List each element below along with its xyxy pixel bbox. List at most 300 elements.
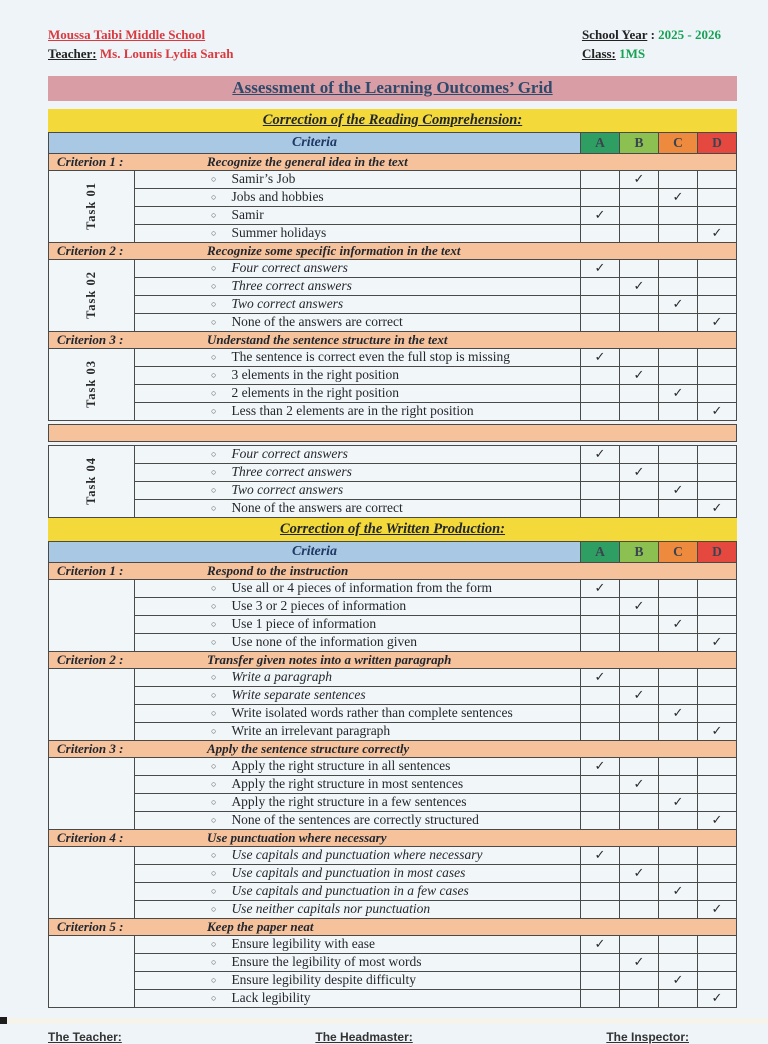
descriptor-row [135, 723, 580, 740]
criterion-label: Criterion 3 : [57, 331, 124, 347]
grade-cell-C [659, 464, 697, 481]
descriptor-row [135, 446, 580, 463]
criterion-row-1-1 [48, 153, 737, 171]
criterion-group-2-2 [48, 668, 737, 741]
assessment-table-2 [48, 541, 737, 1008]
grade-cell-B [620, 225, 658, 242]
descriptor-text: None of the sentences are correctly structured [231, 812, 479, 828]
header-right [582, 26, 721, 64]
grade-cell-B [620, 847, 658, 864]
grade-cell-A [581, 705, 619, 722]
bullet-circle-icon: ○ [211, 406, 217, 417]
grade-cell-A [581, 385, 619, 402]
grade-cell-C [659, 634, 697, 651]
bullet-circle-icon: ○ [211, 886, 217, 897]
task-label-cell [49, 936, 134, 1007]
teacher-signature-label: The Teacher: [48, 1029, 122, 1044]
descriptor-row [135, 883, 580, 900]
grade-cell-B [620, 634, 658, 651]
bullet-circle-icon: ○ [211, 174, 217, 185]
descriptor-row [135, 464, 580, 481]
school-year-value: 2025 - 2026 [658, 27, 721, 42]
grade-cell-A-checked: ✓ [581, 847, 619, 864]
descriptor-text: Use capitals and punctuation in most cases [231, 865, 466, 881]
grade-cell-B [620, 482, 658, 499]
grade-header-D: D [698, 542, 736, 562]
descriptor-row [135, 598, 580, 615]
descriptor-row [135, 189, 580, 206]
bullet-circle-icon: ○ [211, 690, 217, 701]
descriptor-row [135, 972, 580, 989]
grade-cell-C-checked: ✓ [659, 883, 697, 900]
descriptor-text: Samir’s Job [231, 171, 296, 187]
grade-cell-C [659, 847, 697, 864]
grade-cell-B [620, 794, 658, 811]
criterion-group-1-1 [48, 170, 737, 243]
grade-cell-C [659, 278, 697, 295]
grade-cell-C [659, 260, 697, 277]
grade-cell-D [698, 847, 736, 864]
bullet-circle-icon: ○ [211, 210, 217, 221]
assessment-table-1 [48, 132, 737, 518]
criterion-label: Criterion 1 : [57, 562, 124, 578]
bullet-circle-icon: ○ [211, 228, 217, 239]
school-year-sep: : [647, 27, 659, 42]
grade-cell-D-checked: ✓ [698, 990, 736, 1007]
grade-cell-D [698, 207, 736, 224]
section-banner-2 [48, 518, 737, 541]
descriptor-text: Three correct answers [231, 464, 352, 480]
grade-cell-C [659, 901, 697, 918]
bullet-circle-icon: ○ [211, 708, 217, 719]
grade-cell-A-checked: ✓ [581, 669, 619, 686]
grade-cell-A [581, 634, 619, 651]
descriptor-text: Two correct answers [231, 296, 344, 312]
criteria-header-cell: Criteria [49, 133, 580, 153]
descriptor-row [135, 776, 580, 793]
grade-cell-D-checked: ✓ [698, 901, 736, 918]
grade-cell-C [659, 936, 697, 953]
class-line [582, 45, 721, 64]
descriptor-text: Summer holidays [231, 225, 327, 241]
table-header-row [48, 132, 737, 154]
grade-cell-A-checked: ✓ [581, 580, 619, 597]
bullet-circle-icon: ○ [211, 352, 217, 363]
descriptor-text: Jobs and hobbies [231, 189, 324, 205]
table-header-row [48, 541, 737, 563]
bullet-circle-icon: ○ [211, 370, 217, 381]
criterion-row-2-1 [48, 562, 737, 580]
task-label-cell [49, 580, 134, 651]
bullet-circle-icon: ○ [211, 503, 217, 514]
descriptor-row [135, 500, 580, 517]
criterion-label: Criterion 4 : [57, 829, 124, 845]
section-banner-1 [48, 109, 737, 132]
grade-cell-D [698, 464, 736, 481]
grade-cell-B [620, 446, 658, 463]
bullet-circle-icon: ○ [211, 975, 217, 986]
grade-cell-A [581, 225, 619, 242]
descriptor-text: Use all or 4 pieces of information from the form [231, 580, 492, 596]
bullet-circle-icon: ○ [211, 672, 217, 683]
bullet-circle-icon: ○ [211, 726, 217, 737]
header-left [48, 26, 234, 64]
criterion-group-1-2 [48, 259, 737, 332]
grade-cell-C [659, 776, 697, 793]
grade-cell-C [659, 990, 697, 1007]
descriptor-row [135, 669, 580, 686]
bullet-circle-icon: ○ [211, 993, 217, 1004]
grade-cell-D-checked: ✓ [698, 500, 736, 517]
criterion-text: Respond to the instruction [207, 562, 349, 578]
grade-cell-C [659, 349, 697, 366]
grade-cell-D [698, 482, 736, 499]
grade-cell-B [620, 758, 658, 775]
descriptor-text: The sentence is correct even the full stop is missing [231, 349, 510, 365]
task-label-cell [49, 669, 134, 740]
grade-cell-A [581, 403, 619, 420]
grade-cell-C [659, 207, 697, 224]
grade-cell-B-checked: ✓ [620, 687, 658, 704]
grade-cell-B [620, 616, 658, 633]
bullet-circle-icon: ○ [211, 761, 217, 772]
criterion-label: Criterion 3 : [57, 740, 124, 756]
grade-cell-D [698, 349, 736, 366]
grade-cell-A [581, 598, 619, 615]
grade-cell-D [698, 296, 736, 313]
criterion-row-1-2 [48, 242, 737, 260]
signature-footer [48, 1030, 737, 1044]
grade-cell-B [620, 936, 658, 953]
bullet-circle-icon: ○ [211, 637, 217, 648]
descriptor-text: Apply the right structure in all sentences [231, 758, 451, 774]
teacher-label: Teacher: [48, 45, 97, 61]
grade-cell-C [659, 580, 697, 597]
title-banner [48, 76, 737, 101]
criteria-header-cell: Criteria [49, 542, 580, 562]
grade-cell-D [698, 278, 736, 295]
descriptor-row [135, 260, 580, 277]
grade-cell-A [581, 776, 619, 793]
grade-cell-D [698, 385, 736, 402]
grade-cell-C-checked: ✓ [659, 482, 697, 499]
grade-cell-C [659, 812, 697, 829]
descriptor-text: Write isolated words rather than complete sentences [231, 705, 513, 721]
grade-cell-A [581, 901, 619, 918]
criterion-text: Use punctuation where necessary [207, 829, 387, 845]
bullet-circle-icon: ○ [211, 192, 217, 203]
grade-cell-C [659, 314, 697, 331]
headmaster-signature-label: The Headmaster: [315, 1029, 413, 1044]
task-label-cell [49, 260, 134, 331]
bullet-circle-icon: ○ [211, 850, 217, 861]
grade-cell-B [620, 669, 658, 686]
grade-cell-D [698, 794, 736, 811]
grade-cell-A [581, 723, 619, 740]
grade-cell-B [620, 901, 658, 918]
criterion-row-2-5 [48, 918, 737, 936]
grade-cell-B [620, 260, 658, 277]
grade-cell-B [620, 296, 658, 313]
grade-cell-A-checked: ✓ [581, 446, 619, 463]
bullet-circle-icon: ○ [211, 449, 217, 460]
descriptor-text: Write a paragraph [231, 669, 332, 685]
section-banner-title: Correction of the Reading Comprehension: [262, 111, 523, 128]
section-banner-title: Correction of the Written Production: [279, 520, 506, 537]
grade-cell-A [581, 278, 619, 295]
grade-cell-C-checked: ✓ [659, 385, 697, 402]
descriptor-row [135, 403, 580, 420]
descriptor-text: 3 elements in the right position [231, 367, 400, 383]
grade-cell-B-checked: ✓ [620, 278, 658, 295]
descriptor-row [135, 758, 580, 775]
bullet-circle-icon: ○ [211, 263, 217, 274]
bullet-circle-icon: ○ [211, 779, 217, 790]
assessment-sections [48, 109, 737, 1008]
grade-cell-D [698, 705, 736, 722]
class-label: Class: [581, 45, 616, 61]
grade-cell-D [698, 954, 736, 971]
descriptor-text: 2 elements in the right position [231, 385, 400, 401]
descriptor-text: Four correct answers [231, 260, 348, 276]
bullet-circle-icon: ○ [211, 904, 217, 915]
grade-cell-B-checked: ✓ [620, 954, 658, 971]
grade-cell-A-checked: ✓ [581, 936, 619, 953]
criterion-row-2-2 [48, 651, 737, 669]
grade-cell-D-checked: ✓ [698, 403, 736, 420]
grade-cell-D [698, 865, 736, 882]
grade-header-B: B [620, 542, 658, 562]
grade-header-D: D [698, 133, 736, 153]
grade-cell-A [581, 865, 619, 882]
criterion-label: Criterion 2 : [57, 242, 124, 258]
descriptor-text: Use neither capitals nor punctuation [231, 901, 431, 917]
descriptor-text: Four correct answers [231, 446, 348, 462]
grade-cell-D [698, 616, 736, 633]
criterion-group-2-3 [48, 757, 737, 830]
grade-header-C: C [659, 542, 697, 562]
task-label-cell [49, 349, 134, 420]
grade-cell-B [620, 385, 658, 402]
grade-cell-D [698, 260, 736, 277]
criterion-row-1-4 [48, 424, 737, 442]
grade-cell-C [659, 446, 697, 463]
grade-cell-D [698, 687, 736, 704]
criterion-text: Recognize the general idea in the text [207, 153, 408, 169]
grade-cell-A [581, 794, 619, 811]
descriptor-text: Use none of the information given [231, 634, 418, 650]
bullet-circle-icon: ○ [211, 485, 217, 496]
criterion-row-2-4 [48, 829, 737, 847]
bullet-circle-icon: ○ [211, 583, 217, 594]
grade-cell-B-checked: ✓ [620, 865, 658, 882]
grade-cell-D [698, 758, 736, 775]
grade-cell-C-checked: ✓ [659, 616, 697, 633]
grade-cell-A [581, 464, 619, 481]
grade-cell-B [620, 990, 658, 1007]
grade-cell-A [581, 367, 619, 384]
task-label: Task 01 [84, 182, 98, 231]
bullet-circle-icon: ○ [211, 317, 217, 328]
grade-cell-C [659, 225, 697, 242]
grade-cell-A [581, 500, 619, 517]
grade-cell-B [620, 812, 658, 829]
scan-corner-artifact [0, 1017, 7, 1024]
descriptor-row [135, 616, 580, 633]
grade-cell-D-checked: ✓ [698, 634, 736, 651]
grade-cell-A [581, 314, 619, 331]
descriptor-text: Use 3 or 2 pieces of information [231, 598, 407, 614]
grade-cell-A [581, 972, 619, 989]
grade-cell-A [581, 687, 619, 704]
criterion-label: Criterion 2 : [57, 651, 124, 667]
bullet-circle-icon: ○ [211, 815, 217, 826]
grade-cell-C-checked: ✓ [659, 189, 697, 206]
bullet-circle-icon: ○ [211, 281, 217, 292]
grade-cell-D [698, 171, 736, 188]
descriptor-row [135, 990, 580, 1007]
criterion-group-1-3 [48, 348, 737, 421]
descriptor-text: Ensure legibility with ease [231, 936, 376, 952]
descriptor-text: Apply the right structure in most sentences [231, 776, 464, 792]
grade-cell-B-checked: ✓ [620, 776, 658, 793]
grade-cell-D [698, 972, 736, 989]
descriptor-row [135, 580, 580, 597]
descriptor-row [135, 349, 580, 366]
bullet-circle-icon: ○ [211, 299, 217, 310]
criterion-text: Understand the sentence structure in the text [207, 331, 448, 347]
grade-header-A: A [581, 133, 619, 153]
grade-cell-D-checked: ✓ [698, 225, 736, 242]
grade-cell-A [581, 616, 619, 633]
document-header [48, 26, 737, 64]
grade-cell-B [620, 500, 658, 517]
grade-header-B: B [620, 133, 658, 153]
grade-cell-C-checked: ✓ [659, 972, 697, 989]
task-label-cell [49, 171, 134, 242]
grade-cell-A-checked: ✓ [581, 207, 619, 224]
descriptor-row [135, 687, 580, 704]
task-label-cell [49, 847, 134, 918]
grade-cell-A [581, 171, 619, 188]
grade-cell-A [581, 296, 619, 313]
grade-cell-C [659, 598, 697, 615]
descriptor-row [135, 812, 580, 829]
criterion-row-1-3 [48, 331, 737, 349]
bullet-circle-icon: ○ [211, 957, 217, 968]
descriptor-text: Three correct answers [231, 278, 352, 294]
grade-cell-C [659, 687, 697, 704]
descriptor-text: Apply the right structure in a few sentences [231, 794, 467, 810]
school-name: Moussa Taibi Middle School [48, 27, 206, 42]
descriptor-text: Use capitals and punctuation where necessary [231, 847, 483, 863]
teacher-line [48, 45, 234, 64]
descriptor-text: Lack legibility [231, 990, 311, 1006]
criterion-row-2-3 [48, 740, 737, 758]
grade-cell-B [620, 314, 658, 331]
descriptor-row [135, 171, 580, 188]
inspector-signature-label: The Inspector: [606, 1029, 689, 1044]
grade-cell-D [698, 367, 736, 384]
grade-cell-A [581, 990, 619, 1007]
task-label-cell [49, 446, 134, 517]
school-year-line [582, 26, 721, 45]
grade-cell-C-checked: ✓ [659, 705, 697, 722]
descriptor-row [135, 847, 580, 864]
grade-cell-A [581, 482, 619, 499]
descriptor-text: Write separate sentences [231, 687, 366, 703]
page-bottom-edge [0, 1018, 768, 1024]
grade-cell-A [581, 812, 619, 829]
bullet-circle-icon: ○ [211, 939, 217, 950]
grade-cell-D [698, 580, 736, 597]
task-label: Task 02 [84, 271, 98, 320]
grade-cell-C [659, 954, 697, 971]
grade-cell-D [698, 936, 736, 953]
grade-header-C: C [659, 133, 697, 153]
descriptor-row [135, 901, 580, 918]
descriptor-row [135, 634, 580, 651]
descriptor-text: Two correct answers [231, 482, 344, 498]
grade-cell-A-checked: ✓ [581, 260, 619, 277]
descriptor-row [135, 296, 580, 313]
grade-cell-B-checked: ✓ [620, 598, 658, 615]
grade-cell-C-checked: ✓ [659, 296, 697, 313]
descriptor-text: None of the answers are correct [231, 314, 403, 330]
descriptor-row [135, 278, 580, 295]
grade-cell-C [659, 723, 697, 740]
descriptor-row [135, 314, 580, 331]
descriptor-text: Use 1 piece of information [231, 616, 377, 632]
bullet-circle-icon: ○ [211, 797, 217, 808]
grade-cell-B-checked: ✓ [620, 464, 658, 481]
grade-cell-C [659, 865, 697, 882]
criterion-label: Criterion 5 : [57, 918, 124, 934]
grade-cell-C [659, 171, 697, 188]
grade-cell-A [581, 189, 619, 206]
descriptor-row [135, 482, 580, 499]
grade-cell-B [620, 207, 658, 224]
grade-cell-B-checked: ✓ [620, 171, 658, 188]
grade-cell-D-checked: ✓ [698, 723, 736, 740]
descriptor-row [135, 207, 580, 224]
grade-cell-D [698, 669, 736, 686]
descriptor-row [135, 225, 580, 242]
grade-cell-D [698, 776, 736, 793]
grade-header-A: A [581, 542, 619, 562]
descriptor-text: None of the answers are correct [231, 500, 403, 516]
bullet-circle-icon: ○ [211, 868, 217, 879]
grade-cell-B [620, 403, 658, 420]
grade-cell-C [659, 367, 697, 384]
task-label: Task 03 [84, 360, 98, 409]
grade-cell-B [620, 723, 658, 740]
grade-cell-B [620, 883, 658, 900]
descriptor-row [135, 385, 580, 402]
descriptor-text: Write an irrelevant paragraph [231, 723, 391, 739]
descriptor-row [135, 865, 580, 882]
criterion-text: Apply the sentence structure correctly [207, 740, 410, 756]
grade-cell-B [620, 580, 658, 597]
grade-cell-B [620, 705, 658, 722]
grade-cell-C [659, 500, 697, 517]
grade-cell-D [698, 189, 736, 206]
grade-cell-B [620, 189, 658, 206]
descriptor-row [135, 954, 580, 971]
grade-cell-B-checked: ✓ [620, 367, 658, 384]
class-value: 1MS [619, 45, 646, 61]
descriptor-text: Samir [231, 207, 264, 223]
